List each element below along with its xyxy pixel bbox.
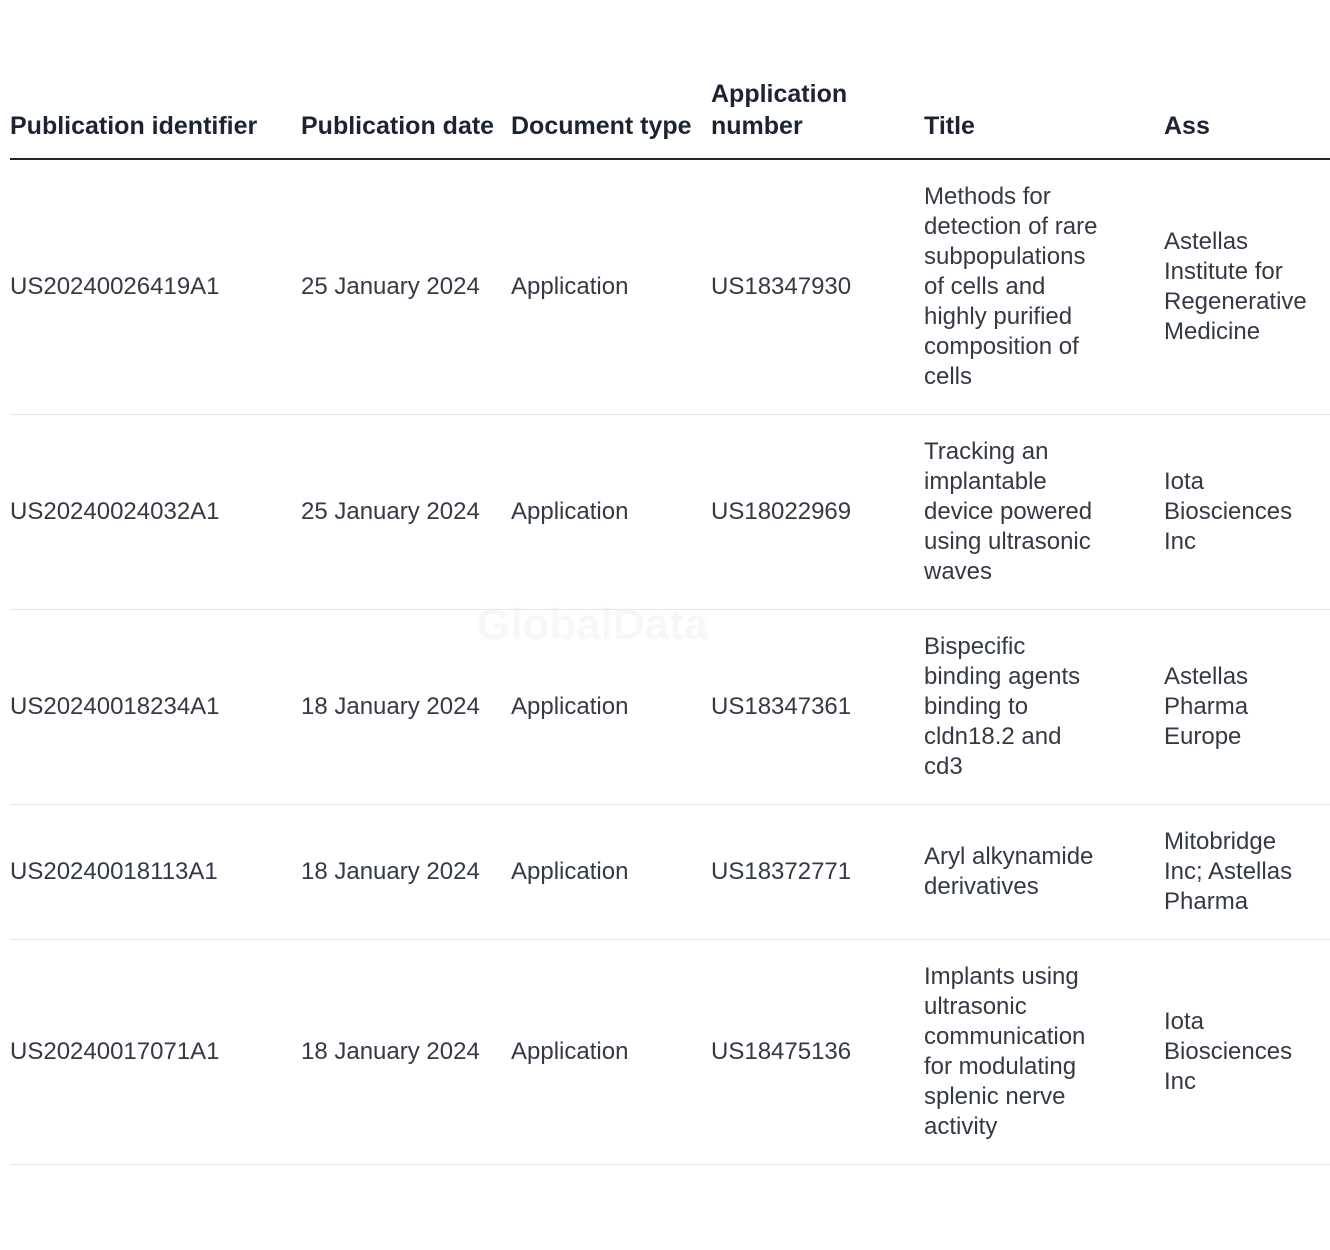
watermark-logo: GlobalData bbox=[476, 600, 709, 649]
cell-publication-identifier: US20240018234A1 bbox=[10, 610, 301, 805]
cell-assignee: Astellas Institute for Regenerative Medicine bbox=[1164, 159, 1330, 415]
cell-document-type: Application bbox=[511, 415, 711, 610]
table-row bbox=[10, 610, 1330, 805]
cell-document-type: Application bbox=[511, 805, 711, 940]
cell-publication-identifier: US20240017071A1 bbox=[10, 940, 301, 1165]
table-row bbox=[10, 415, 1330, 610]
cell-assignee: Mitobridge Inc; Astellas Pharma bbox=[1164, 805, 1330, 940]
cell-title: Aryl alkynamide derivatives bbox=[924, 805, 1164, 940]
cell-application-number: US18022969 bbox=[711, 415, 924, 610]
cell-publication-identifier: US20240018113A1 bbox=[10, 805, 301, 940]
header-row bbox=[10, 70, 1330, 159]
header-publication-identifier[interactable]: Publication identifier bbox=[10, 70, 301, 159]
cell-application-number: US18347930 bbox=[711, 159, 924, 415]
cell-title: Methods for detection of rare subpopulations of cells and highly purified composition of cells bbox=[924, 159, 1164, 415]
table-row bbox=[10, 805, 1330, 940]
cell-application-number: US18372771 bbox=[711, 805, 924, 940]
cell-application-number: US18475136 bbox=[711, 940, 924, 1165]
cell-publication-identifier: US20240024032A1 bbox=[10, 415, 301, 610]
patent-table bbox=[10, 70, 1330, 1165]
header-publication-date[interactable]: Publication date bbox=[301, 70, 511, 159]
cell-document-type: Application bbox=[511, 159, 711, 415]
patent-table-container[interactable] bbox=[10, 70, 1307, 1165]
cell-assignee: Iota Biosciences Inc bbox=[1164, 415, 1330, 610]
cell-application-number: US18347361 bbox=[711, 610, 924, 805]
table-row bbox=[10, 940, 1330, 1165]
cell-publication-date: 18 January 2024 bbox=[301, 940, 511, 1165]
cell-title: Bispecific binding agents binding to cldn18.2 and cd3 bbox=[924, 610, 1164, 805]
cell-publication-date: 25 January 2024 bbox=[301, 159, 511, 415]
cell-publication-date: 25 January 2024 bbox=[301, 415, 511, 610]
table-header bbox=[10, 70, 1330, 159]
cell-publication-date: 18 January 2024 bbox=[301, 610, 511, 805]
cell-title: Tracking an implantable device powered using ultrasonic waves bbox=[924, 415, 1164, 610]
cell-title: Implants using ultrasonic communication for modulating splenic nerve activity bbox=[924, 940, 1164, 1165]
table-body bbox=[10, 159, 1330, 1165]
header-application-number[interactable]: Application number bbox=[711, 70, 924, 159]
header-title[interactable]: Title bbox=[924, 70, 1164, 159]
cell-publication-identifier: US20240026419A1 bbox=[10, 159, 301, 415]
cell-publication-date: 18 January 2024 bbox=[301, 805, 511, 940]
header-document-type[interactable]: Document type bbox=[511, 70, 711, 159]
cell-assignee: Astellas Pharma Europe bbox=[1164, 610, 1330, 805]
cell-document-type: Application bbox=[511, 610, 711, 805]
table-row bbox=[10, 159, 1330, 415]
cell-document-type: Application bbox=[511, 940, 711, 1165]
header-assignee[interactable]: Ass bbox=[1164, 70, 1330, 159]
cell-assignee: Iota Biosciences Inc bbox=[1164, 940, 1330, 1165]
